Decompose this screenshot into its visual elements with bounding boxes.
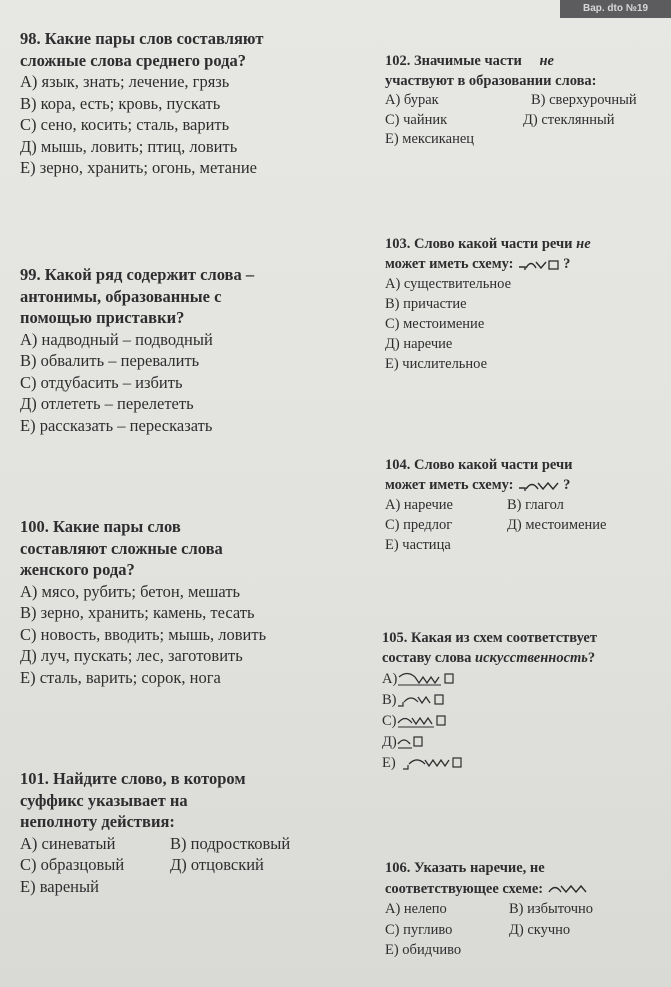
option-letter: С) xyxy=(382,712,397,729)
option-letter: Е) xyxy=(382,754,396,771)
question-100-line-2: составляют сложные слова xyxy=(20,538,223,558)
option-c[interactable]: С) местоимение xyxy=(385,316,485,332)
options-row-1 xyxy=(385,91,637,111)
option-c[interactable]: С) пугливо xyxy=(385,921,453,938)
question-number: 102. xyxy=(385,53,411,69)
question-104 xyxy=(385,455,606,555)
option-c[interactable]: С) чайник xyxy=(385,111,448,128)
option-e[interactable]: Е) мексиканец xyxy=(385,131,475,147)
option-d[interactable]: Д) стеклянный xyxy=(523,111,615,128)
option-b[interactable]: В) причастие xyxy=(385,296,467,312)
question-text: Какая из схем соответствует xyxy=(411,630,597,646)
option-b[interactable]: В) кора, есть; кровь, пускать xyxy=(20,93,221,113)
morpheme-schema xyxy=(397,734,457,750)
option-d[interactable]: Д) луч, пускать; лес, заготовить xyxy=(20,646,243,665)
option-c[interactable]: С) образцовый xyxy=(20,855,125,874)
question-105-line-1 xyxy=(382,628,597,648)
question-text-italic: искусственность xyxy=(475,650,588,666)
question-text: Какие пары слов составляют xyxy=(44,29,264,48)
question-100-line-1 xyxy=(20,516,266,538)
question-106-line-1 xyxy=(385,858,593,879)
question-text: Найдите слово, в котором xyxy=(53,769,246,788)
option-d[interactable]: Д) наречие xyxy=(385,336,453,352)
options-row-2 xyxy=(385,111,637,131)
option-c[interactable]: С) сено, косить; сталь, варить xyxy=(20,115,230,134)
question-mark: ? xyxy=(563,477,571,493)
option-e[interactable]: Е) числительное xyxy=(385,356,488,372)
question-100-line-3: женского рода? xyxy=(20,560,135,579)
question-text: Слово какой части речи xyxy=(414,457,573,473)
question-102-line-2: участвуют в образовании слова: xyxy=(385,72,597,89)
option-d[interactable]: Д) отлететь – перелететь xyxy=(20,394,194,413)
option-c[interactable] xyxy=(382,710,597,731)
question-number: 98. xyxy=(20,29,41,48)
question-105 xyxy=(382,628,597,773)
question-text: составу слова xyxy=(382,650,472,666)
option-a[interactable]: А) мясо, рубить; бетон, мешать xyxy=(20,581,241,601)
question-number: 106. xyxy=(385,860,411,876)
question-text: Указать наречие, не xyxy=(414,860,545,876)
question-text: Какой ряд содержит слова – xyxy=(44,265,255,284)
option-b[interactable]: В) подростковый xyxy=(170,833,291,853)
option-d[interactable]: Д) мышь, ловить; птиц, ловить xyxy=(20,136,238,156)
question-number: 99. xyxy=(20,265,41,284)
morpheme-schema xyxy=(397,671,457,687)
morpheme-schema xyxy=(402,755,470,771)
question-106 xyxy=(385,858,593,961)
question-106-line-2 xyxy=(385,879,593,900)
option-e[interactable]: Е) сталь, варить; сорок, нога xyxy=(20,667,221,687)
question-101 xyxy=(20,768,290,897)
option-e[interactable]: Е) зерно, хранить; огонь, метание xyxy=(20,158,257,177)
option-d[interactable]: Д) скучно xyxy=(509,921,571,938)
question-number: 103. xyxy=(385,236,411,252)
question-103 xyxy=(385,234,591,374)
option-a[interactable]: А) синеватый xyxy=(20,833,116,853)
option-letter: В) xyxy=(382,691,397,708)
question-101-line-3: неполноту действия: xyxy=(20,812,175,831)
option-a[interactable]: А) наречие xyxy=(385,497,453,513)
option-e[interactable]: Е) рассказать – пересказать xyxy=(20,415,213,435)
options-row-2 xyxy=(385,920,593,941)
option-b[interactable]: В) сверхурочный xyxy=(531,92,637,108)
question-100 xyxy=(20,516,266,688)
question-102 xyxy=(385,52,637,150)
morpheme-schema xyxy=(547,882,591,896)
question-105-line-2 xyxy=(382,648,597,668)
question-text-italic: не xyxy=(576,236,591,252)
question-number: 101. xyxy=(20,769,49,788)
question-99-line-3: помощью приставки? xyxy=(20,308,185,327)
question-99 xyxy=(20,264,254,436)
option-b[interactable]: В) зерно, хранить; камень, тесать xyxy=(20,603,255,622)
option-a[interactable]: А) бурак xyxy=(385,92,439,108)
question-99-line-2: антонимы, образованные с xyxy=(20,286,222,306)
option-b[interactable] xyxy=(382,689,597,710)
question-103-line-2 xyxy=(385,254,591,274)
question-number: 100. xyxy=(20,517,49,536)
option-b[interactable]: В) глагол xyxy=(507,497,564,513)
question-text: Какие пары слов xyxy=(53,517,181,536)
question-99-line-1 xyxy=(20,264,254,286)
option-c[interactable]: С) предлог xyxy=(385,517,453,533)
option-c[interactable]: С) новость, вводить; мышь, ловить xyxy=(20,624,267,644)
option-letter: А) xyxy=(382,670,398,687)
option-d[interactable] xyxy=(382,731,597,752)
question-number: 104. xyxy=(385,457,411,473)
options-row-1 xyxy=(385,899,593,920)
options-row-2 xyxy=(385,515,606,535)
options-row-2 xyxy=(20,854,290,876)
question-98 xyxy=(20,28,263,179)
option-e[interactable] xyxy=(382,752,597,773)
question-104-line-1 xyxy=(385,455,606,475)
option-d[interactable]: Д) местоимение xyxy=(507,517,607,533)
question-text: может иметь схему: xyxy=(385,477,514,493)
morpheme-schema xyxy=(397,713,457,729)
option-a[interactable]: А) существительное xyxy=(385,276,512,292)
morpheme-schema xyxy=(517,258,563,272)
question-text: соответствующее схеме: xyxy=(385,880,544,897)
option-a[interactable] xyxy=(382,668,597,689)
options-row-1 xyxy=(20,833,290,855)
question-mark: ? xyxy=(563,256,571,272)
option-e[interactable]: Е) вареный xyxy=(20,876,99,896)
question-101-line-1 xyxy=(20,768,290,790)
question-mark: ? xyxy=(587,650,596,666)
question-text: может иметь схему: xyxy=(385,256,514,272)
question-text: Значимые части xyxy=(414,53,522,69)
option-b[interactable]: В) обвалить – перевалить xyxy=(20,351,200,370)
question-104-line-2 xyxy=(385,475,606,495)
option-d[interactable]: Д) отцовский xyxy=(170,855,264,874)
question-number: 105. xyxy=(382,630,408,646)
question-text: Слово какой части речи xyxy=(414,236,573,252)
corner-label: Вар. dto №19 xyxy=(560,0,671,18)
morpheme-schema xyxy=(517,479,563,493)
option-a[interactable]: А) нелепо xyxy=(385,901,447,917)
question-text-italic: не xyxy=(539,53,554,69)
question-98-line-2: сложные слова среднего рода? xyxy=(20,50,246,70)
morpheme-schema xyxy=(397,692,457,708)
options-row-1 xyxy=(385,495,606,515)
option-letter: Д) xyxy=(382,733,397,750)
question-102-line-1 xyxy=(385,52,637,72)
option-a[interactable]: А) язык, знать; лечение, грязь xyxy=(20,72,230,91)
question-103-line-1 xyxy=(385,234,591,254)
option-e[interactable]: Е) обидчиво xyxy=(385,942,462,958)
option-c[interactable]: С) отдубасить – избить xyxy=(20,372,183,392)
option-b[interactable]: В) избыточно xyxy=(509,901,594,917)
option-a[interactable]: А) надводный – подводный xyxy=(20,329,213,349)
question-101-line-2: суффикс указывает на xyxy=(20,790,188,810)
option-e[interactable]: Е) частица xyxy=(385,537,451,553)
question-98-line-1 xyxy=(20,28,263,50)
